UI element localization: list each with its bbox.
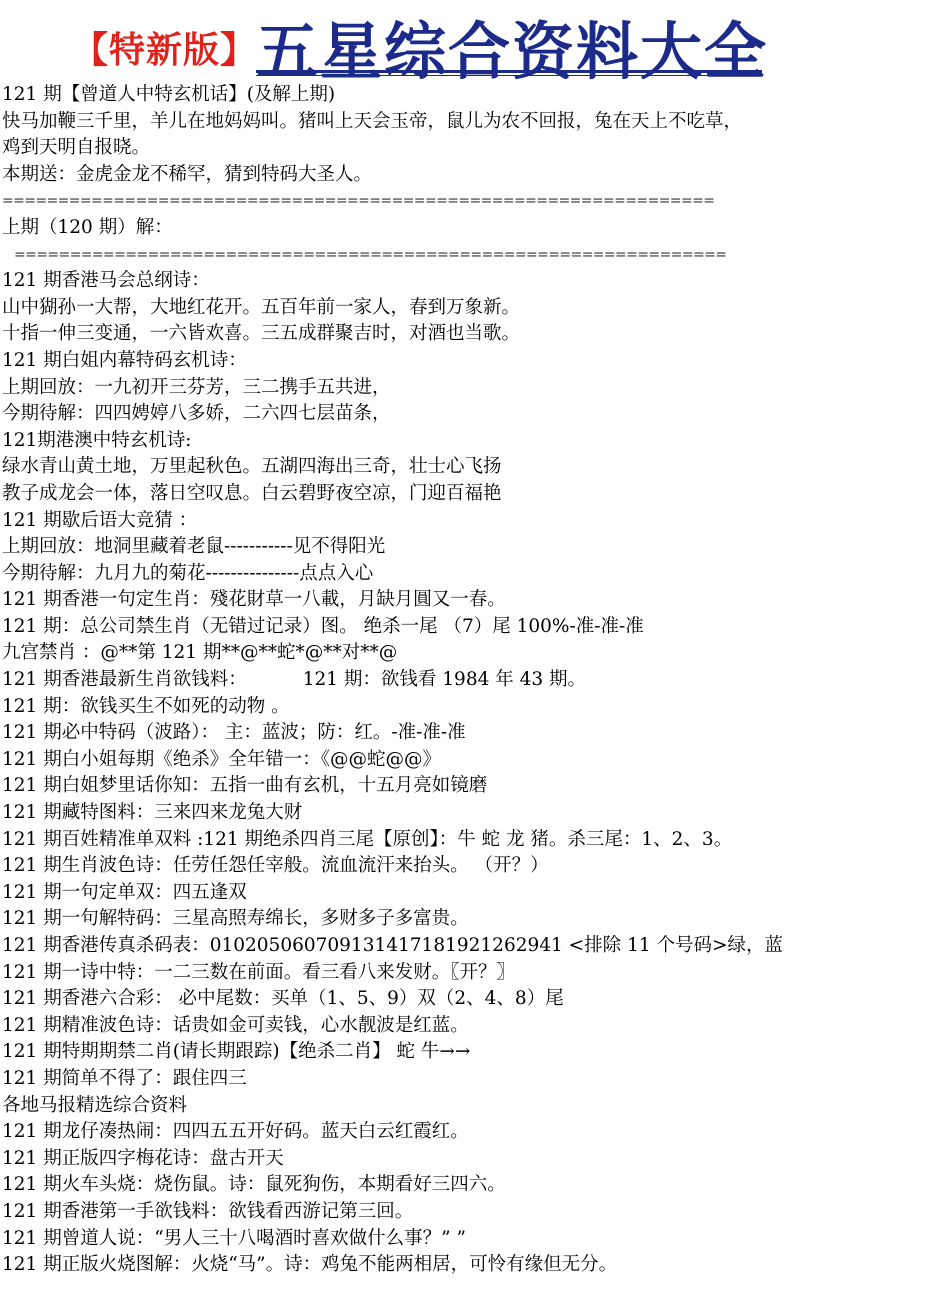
text-line: 121 期曾道人说：“男人三十八喝酒时喜欢做什么事？” ” xyxy=(2,1227,466,1249)
text-line: 121 期：欲钱买生不如死的动物 。 xyxy=(2,695,290,717)
text-line: 121 期生肖波色诗：任劳任怨任宰般。流血流汗来抬头。 （开？） xyxy=(2,855,549,877)
text-line: 121 期香港最新生肖欲钱料： xyxy=(2,669,247,691)
text-line: 九宫禁肖 ：@**第 121 期**@**蛇*@**对**@ xyxy=(2,642,398,664)
text-line: 121 期歇后语大竞猜 ： xyxy=(2,509,198,531)
text-line: 121 期香港六合彩： 必中尾数：买单（1、5、9）双（2、4、8）尾 xyxy=(2,988,564,1010)
text-line: 121 期简单不得了：跟住四三 xyxy=(2,1067,247,1089)
text-line: 121 期一句定单双：四五逢双 xyxy=(2,881,247,903)
edition-label: 【特新版】 xyxy=(72,30,258,71)
text-line: 今期待解：九月九的菊花---------------点点入心 xyxy=(2,562,374,584)
text-line: 上期回放：地洞里藏着老鼠-----------见不得阳光 xyxy=(2,536,386,558)
text-line: 今期待解：四四娉婷八多娇，二六四七层苗条， xyxy=(2,403,391,425)
text-line: 上期（120 期）解： xyxy=(2,216,173,238)
text-line: 121 期：总公司禁生肖（无错过记录）图。 绝杀一尾 （7）尾 100%-准-准-准 xyxy=(2,615,644,637)
text-line: 121 期香港马会总纲诗： xyxy=(2,270,210,292)
document-header xyxy=(0,0,929,88)
text-line: 121 期白姐梦里话你知：五指一曲有玄机，十五月亮如镜磨 xyxy=(2,775,488,797)
text-line: 121期港澳中特玄机诗: xyxy=(2,429,192,451)
text-line: 本期送：金虎金龙不稀罕，猜到特码大圣人。 xyxy=(2,163,373,185)
text-line: 121 期藏特图料：三来四来龙兔大财 xyxy=(2,802,303,824)
text-line: 121 期百姓精准单双料 :121 期绝杀四肖三尾【原创】：牛 蛇 龙 猪。杀三尾：1、2、3。 xyxy=(2,828,733,850)
text-line-pair xyxy=(0,667,929,694)
text-line-suffix: 121 期：欲钱看 1984 年 43 期。 xyxy=(302,669,587,691)
text-line: 121 期白小姐每期《绝杀》全年错一：《@@蛇@@》 xyxy=(2,748,441,770)
text-line: 121 期【曾道人中特玄机话】(及解上期) xyxy=(2,84,336,105)
text-line: 121 期火车头烧：烧伤鼠。诗：鼠死狗伤，本期看好三四六。 xyxy=(2,1174,506,1196)
text-line: 121 期正版四字梅花诗：盘古开天 xyxy=(2,1147,284,1169)
divider-line: ================================================================ xyxy=(2,193,715,210)
section-heading: 各地马报精选综合资料 xyxy=(2,1094,188,1116)
text-line: 121 期白姐内幕特码玄机诗： xyxy=(2,349,247,371)
text-line: 121 期香港传真杀码表：010205060709131417181921262941 <排除 11 个号码>绿，蓝 xyxy=(2,935,783,956)
text-line: 上期回放：一九初开三芬芳，三二携手五共进， xyxy=(2,376,391,398)
text-line: 121 期精准波色诗：话贵如金可卖钱，心水靓波是红蓝。 xyxy=(2,1014,469,1036)
text-line: 121 期香港第一手欲钱料：欲钱看西游记第三回。 xyxy=(2,1200,414,1222)
text-line: 快马加鞭三千里，羊儿在地妈妈叫。猪叫上天会玉帝，鼠儿为农不回报，兔在天上不吃草， xyxy=(2,110,743,132)
document-title: 五星综合资料大全 xyxy=(256,15,769,88)
text-line: 121 期必中特码（波路）： 主：蓝波；防：红。-准-准-准 xyxy=(2,722,466,744)
text-line: 十指一伸三变通，一六皆欢喜。三五成群聚吉时，对酒也当歌。 xyxy=(2,323,521,345)
text-line: 绿水青山黄土地，万里起秋色。五湖四海出三奇，壮士心飞扬 xyxy=(2,456,502,478)
text-line: 教子成龙会一体，落日空叹息。白云碧野夜空凉，门迎百福艳 xyxy=(2,482,502,504)
text-line: 121 期正版火烧图解：火烧“马”。诗：鸡兔不能两相居，可怜有缘但无分。 xyxy=(2,1254,618,1276)
text-line: 山中猢孙一大帮，大地红花开。五百年前一家人，春到万象新。 xyxy=(2,296,521,318)
divider-line: ================================================================ xyxy=(14,246,727,263)
text-line: 121 期一句解特码：三星高照寿绵长，多财多子多富贵。 xyxy=(2,908,469,930)
document-body xyxy=(0,82,929,1279)
text-line: 鸡到天明自报晓。 xyxy=(2,137,151,159)
text-line: 121 期龙仔凑热闹：四四五五开好码。蓝天白云红霞红。 xyxy=(2,1121,469,1143)
title-underline xyxy=(256,70,762,76)
text-line: 121 期一诗中特：一二三数在前面。看三看八来发财。〖开？〗 xyxy=(2,961,515,983)
text-line: 121 期特期期禁二肖(请长期跟踪)【绝杀二肖】 蛇 牛→→ xyxy=(2,1041,471,1063)
text-line: 121 期香港一句定生肖：殘花財草一八載，月缺月圓又一春。 xyxy=(2,589,506,611)
